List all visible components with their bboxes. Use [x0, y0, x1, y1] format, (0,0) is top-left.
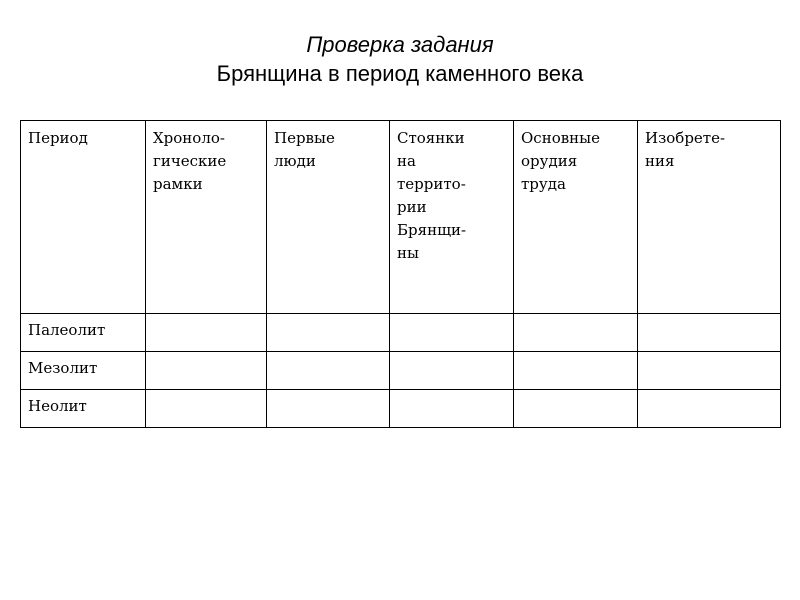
cell-neolithic-first-people[interactable] — [267, 390, 390, 428]
row-label-neolithic: Неолит — [21, 390, 146, 428]
row-label-paleolithic: Палеолит — [21, 314, 146, 352]
cell-paleolithic-inventions[interactable] — [638, 314, 781, 352]
table-row-paleolithic — [21, 314, 781, 352]
header-tools: Основные орудия труда — [514, 121, 638, 314]
cell-paleolithic-sites[interactable] — [390, 314, 514, 352]
cell-mesolithic-sites[interactable] — [390, 352, 514, 390]
cell-paleolithic-tools[interactable] — [514, 314, 638, 352]
slide-title-line2: Брянщина в период каменного века — [216, 61, 584, 86]
slide-title-line1: Проверка задания — [306, 32, 494, 57]
cell-neolithic-sites[interactable] — [390, 390, 514, 428]
row-label-mesolithic: Мезолит — [21, 352, 146, 390]
header-inventions: Изобрете- ния — [638, 121, 781, 314]
cell-neolithic-inventions[interactable] — [638, 390, 781, 428]
cell-mesolithic-chronology[interactable] — [146, 352, 267, 390]
cell-neolithic-chronology[interactable] — [146, 390, 267, 428]
header-sites: Стоянки на террито- рии Брянщи- ны — [390, 121, 514, 314]
header-period: Период — [21, 121, 146, 314]
cell-paleolithic-chronology[interactable] — [146, 314, 267, 352]
cell-mesolithic-tools[interactable] — [514, 352, 638, 390]
table-row-mesolithic — [21, 352, 781, 390]
slide-title — [0, 30, 800, 88]
header-chronology: Хроноло- гические рамки — [146, 121, 267, 314]
header-first-people: Первые люди — [267, 121, 390, 314]
table-row-neolithic — [21, 390, 781, 428]
cell-mesolithic-inventions[interactable] — [638, 352, 781, 390]
cell-neolithic-tools[interactable] — [514, 390, 638, 428]
stone-age-table — [20, 120, 781, 428]
table-header-row — [21, 121, 781, 314]
cell-mesolithic-first-people[interactable] — [267, 352, 390, 390]
cell-paleolithic-first-people[interactable] — [267, 314, 390, 352]
